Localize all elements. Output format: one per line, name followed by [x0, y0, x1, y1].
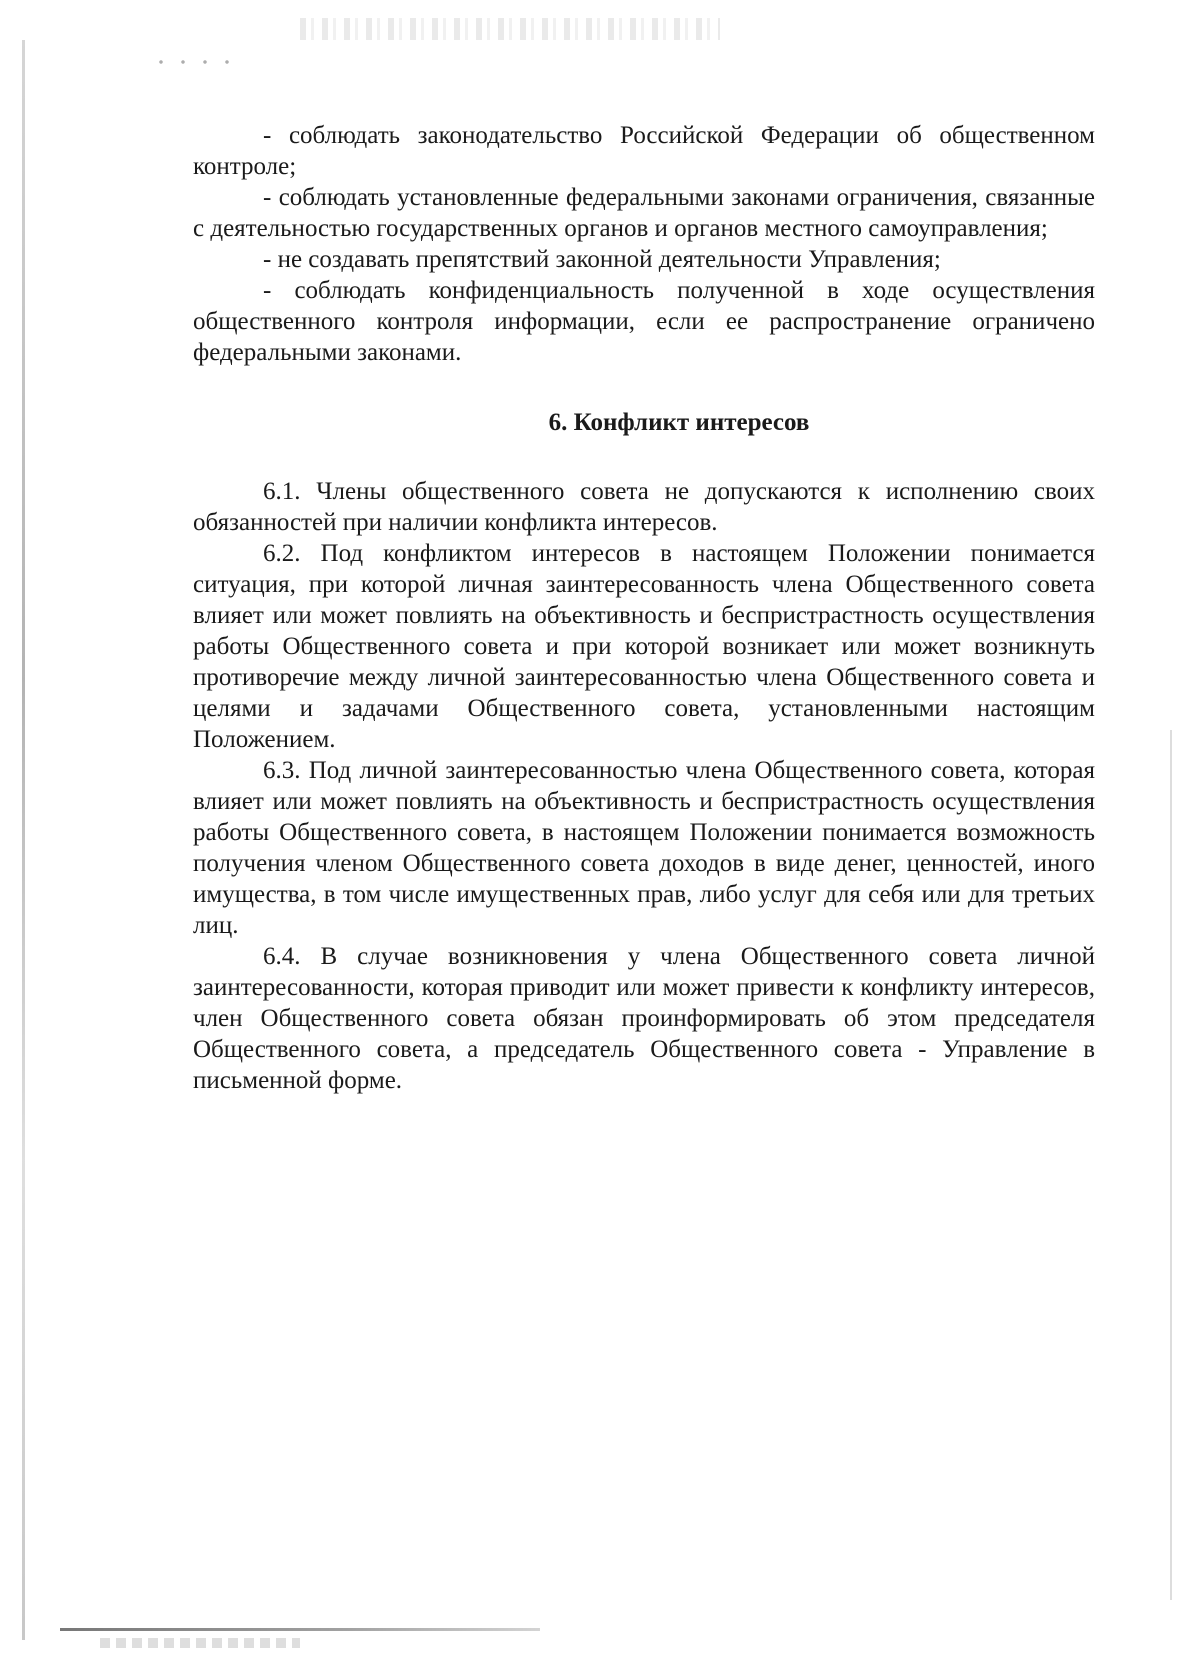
- scan-dots: [150, 58, 230, 66]
- list-item: - соблюдать конфиденциальность полученной в ходе осуществления общественного контроля информации, если ее распространение ограничено федеральными законами.: [193, 277, 1095, 366]
- section-heading: 6. Конфликт интересов: [548, 409, 810, 436]
- paragraph-6-4: 6.4. В случае возникновения у члена Общественного совета личной заинтересованности, которая приводит или может привести к конфликту интересов, член Общественного совета обязан проинформировать об этом председателя Общественного совета, а председатель Общественного совета - Управление в письменной форме.: [193, 943, 1095, 1094]
- scan-noise-bottom: [100, 1638, 300, 1648]
- scan-bottom-line: [60, 1628, 540, 1631]
- list-item: - соблюдать законодательство Российской Федерации об общественном контроле;: [193, 122, 1095, 180]
- list-item: - соблюдать установленные федеральными законами ограничения, связанные с деятельностью государственных органов и органов местного самоуправления;: [193, 184, 1095, 242]
- list-item: - не создавать препятствий законной деятельности Управления;: [263, 246, 941, 273]
- paragraph-6-2: 6.2. Под конфликтом интересов в настоящем Положении понимается ситуация, при которой личная заинтересованность члена Общественного совета влияет или может повлиять на объективность и беспристрастность осуществления работы Общественного совета и при которой возникает или может возникнуть противоречие между личной заинтересованностью члена Общественного совета и целями и задачами Общественного совета, установленными настоящим Положением.: [193, 540, 1095, 753]
- paragraph-6-1: 6.1. Члены общественного совета не допускаются к исполнению своих обязанностей при наличии конфликта интересов.: [193, 478, 1095, 536]
- scan-edge-left: [22, 40, 25, 1640]
- document-body: [193, 120, 1095, 1096]
- scan-noise-top: [300, 18, 720, 40]
- scan-edge-right: [1170, 730, 1172, 1600]
- paragraph-6-3: 6.3. Под личной заинтересованностью члена Общественного совета, которая влияет или может повлиять на объективность и беспристрастность осуществления работы Общественного совета, в настоящем Положении понимается возможность получения членом Общественного совета доходов в виде денег, ценностей, иного имущества, в том числе имущественных прав, либо услуг для себя или для третьих лиц.: [193, 757, 1095, 939]
